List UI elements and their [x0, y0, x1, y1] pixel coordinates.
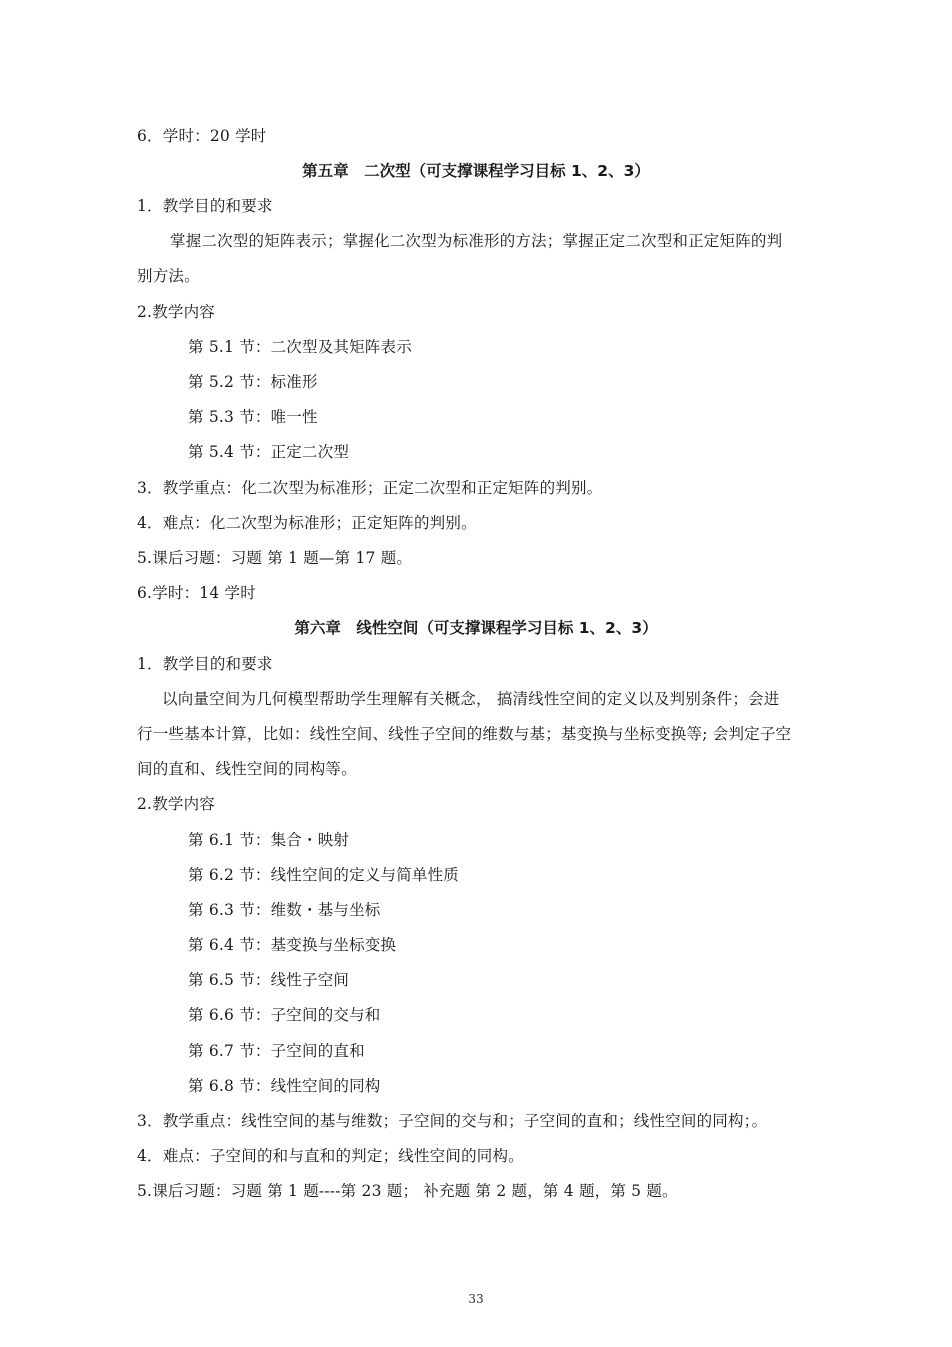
section-6-8: 第 6.8 节：线性空间的同构 [188, 1077, 381, 1095]
chapter-6-heading: 第六章 线性空间（可支撑课程学习目标 1、2、3） [294, 619, 658, 637]
item-keypoints-ch6: 3．教学重点：线性空间的基与维数；子空间的交与和；子空间的直和；线性空间的同构；。 [137, 1112, 768, 1130]
item-hours-ch5: 6.学时：14 学时 [137, 584, 256, 602]
paragraph-objectives-ch5-line2: 别方法。 [137, 267, 200, 285]
section-6-3: 第 6.3 节：维数・基与坐标 [188, 901, 381, 919]
item-objectives-ch5: 1．教学目的和要求 [137, 197, 273, 215]
item-hours-ch4: 6．学时：20 学时 [137, 127, 267, 145]
chapter-5-heading: 第五章 二次型（可支撑课程学习目标 1、2、3） [302, 162, 650, 180]
section-6-2: 第 6.2 节：线性空间的定义与简单性质 [188, 866, 460, 884]
section-5-3: 第 5.3 节：唯一性 [188, 408, 318, 426]
section-6-6: 第 6.6 节：子空间的交与和 [188, 1006, 381, 1024]
section-6-4: 第 6.4 节：基变换与坐标变换 [188, 936, 397, 954]
item-difficulties-ch6: 4．难点：子空间的和与直和的判定；线性空间的同构。 [137, 1147, 524, 1165]
paragraph-objectives-ch6-line1: 以向量空间为几何模型帮助学生理解有关概念， 搞清线性空间的定义以及判别条件；会进 [162, 690, 780, 708]
page-number: 33 [468, 1292, 484, 1306]
item-content-ch6: 2.教学内容 [137, 795, 215, 813]
paragraph-objectives-ch6-line3: 间的直和、线性空间的同构等。 [137, 760, 357, 778]
section-6-5: 第 6.5 节：线性子空间 [188, 971, 350, 989]
item-keypoints-ch5: 3．教学重点：化二次型为标准形；正定二次型和正定矩阵的判别。 [137, 479, 603, 497]
section-6-1: 第 6.1 节：集合・映射 [188, 831, 350, 849]
item-exercises-ch5: 5.课后习题：习题 第 1 题—第 17 题。 [137, 549, 413, 567]
paragraph-objectives-ch6-line2: 行一些基本计算，比如：线性空间、线性子空间的维数与基；基变换与坐标变换等; 会判定子空 [137, 725, 792, 743]
section-5-1: 第 5.1 节：二次型及其矩阵表示 [188, 338, 412, 356]
section-6-7: 第 6.7 节：子空间的直和 [188, 1042, 365, 1060]
item-difficulties-ch5: 4．难点：化二次型为标准形；正定矩阵的判别。 [137, 514, 477, 532]
section-5-4: 第 5.4 节：正定二次型 [188, 443, 350, 461]
item-exercises-ch6: 5.课后习题：习题 第 1 题----第 23 题； 补充题 第 2 题，第 4 题，第 5 题。 [137, 1182, 678, 1200]
item-objectives-ch6: 1．教学目的和要求 [137, 655, 273, 673]
item-content-ch5: 2.教学内容 [137, 303, 215, 321]
paragraph-objectives-ch5-line1: 掌握二次型的矩阵表示；掌握化二次型为标准形的方法；掌握正定二次型和正定矩阵的判 [170, 232, 783, 250]
section-5-2: 第 5.2 节：标准形 [188, 373, 318, 391]
